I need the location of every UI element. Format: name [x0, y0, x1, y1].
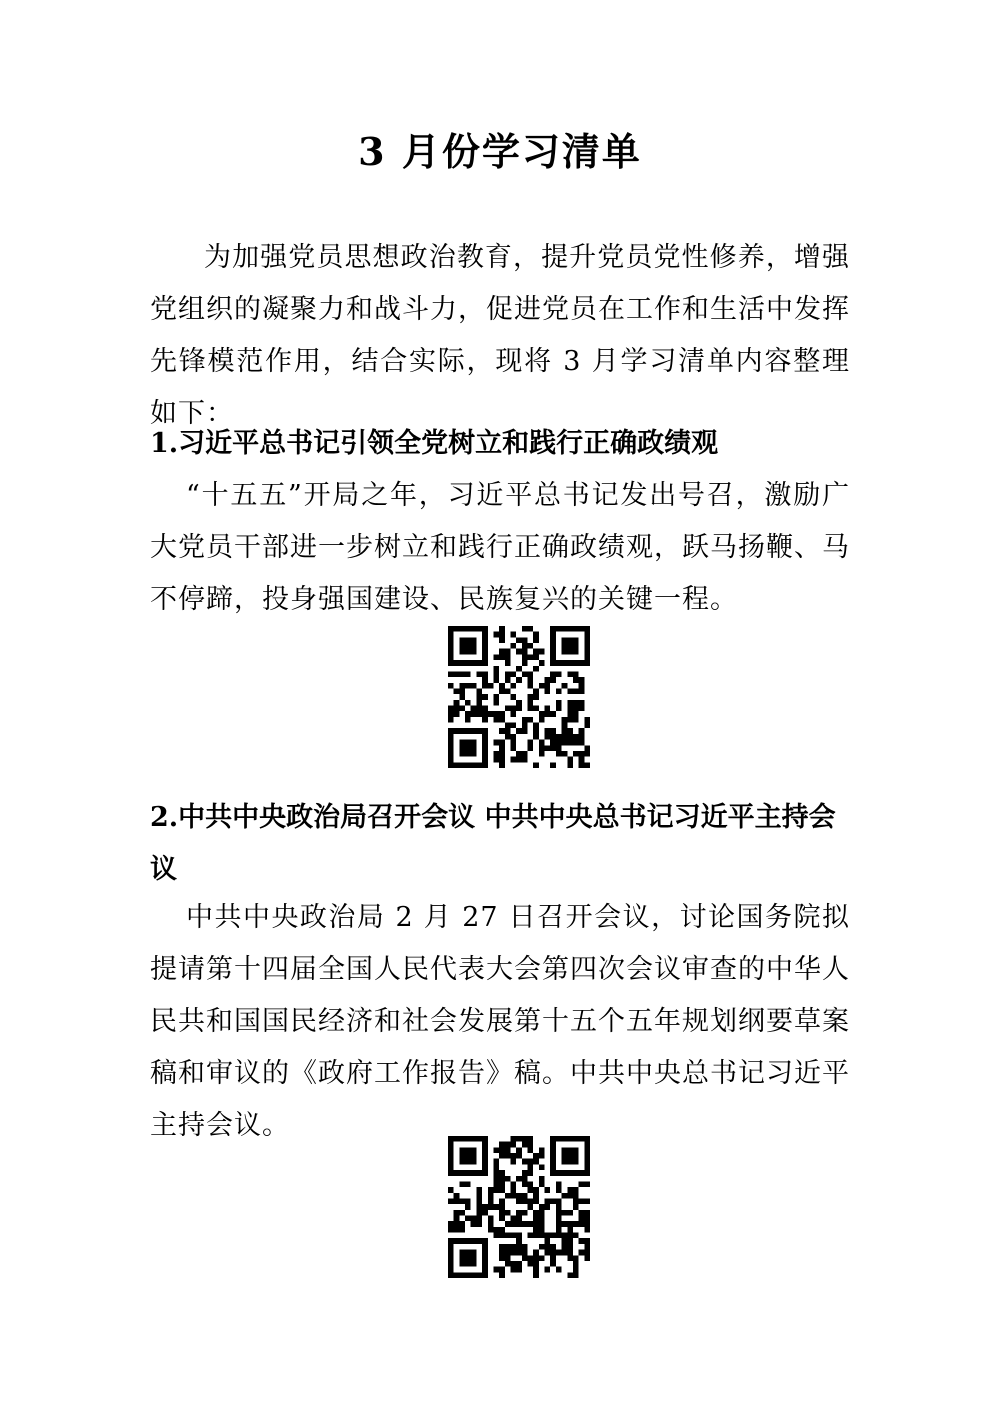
- intro-paragraph: 为加强党员思想政治教育，提升党员党性修养，增强党组织的凝聚力和战斗力，促进党员在工作和生活中发挥先锋模范作用，结合实际，现将 3 月学习清单内容整理如下：: [150, 242, 850, 429]
- section-2-body: 中共中央政治局 2 月 27 日召开会议，讨论国务院拟提请第十四届全国人民代表大会第四次会议审查的中华人民共和国国民经济和社会发展第十五个五年规划纲要草案稿和审议的《政府工作报告》稿。中共中央总书记习近平主持会议。: [150, 902, 850, 1141]
- section-1-body: “十五五”开局之年，习近平总书记发出号召，激励广大党员干部进一步树立和践行正确政绩观，跃马扬鞭、马不停蹄，投身强国建设、民族复兴的关键一程。: [150, 480, 850, 615]
- qr-code-icon: [448, 626, 590, 768]
- qr-code-icon: [448, 1136, 590, 1278]
- section-2-heading: 2.中共中央政治局召开会议 中共中央总书记习近平主持会议: [150, 802, 836, 885]
- section-1-heading: 1.习近平总书记引领全党树立和践行正确政绩观: [150, 428, 719, 459]
- page-title: 3 月份学习清单: [358, 129, 642, 174]
